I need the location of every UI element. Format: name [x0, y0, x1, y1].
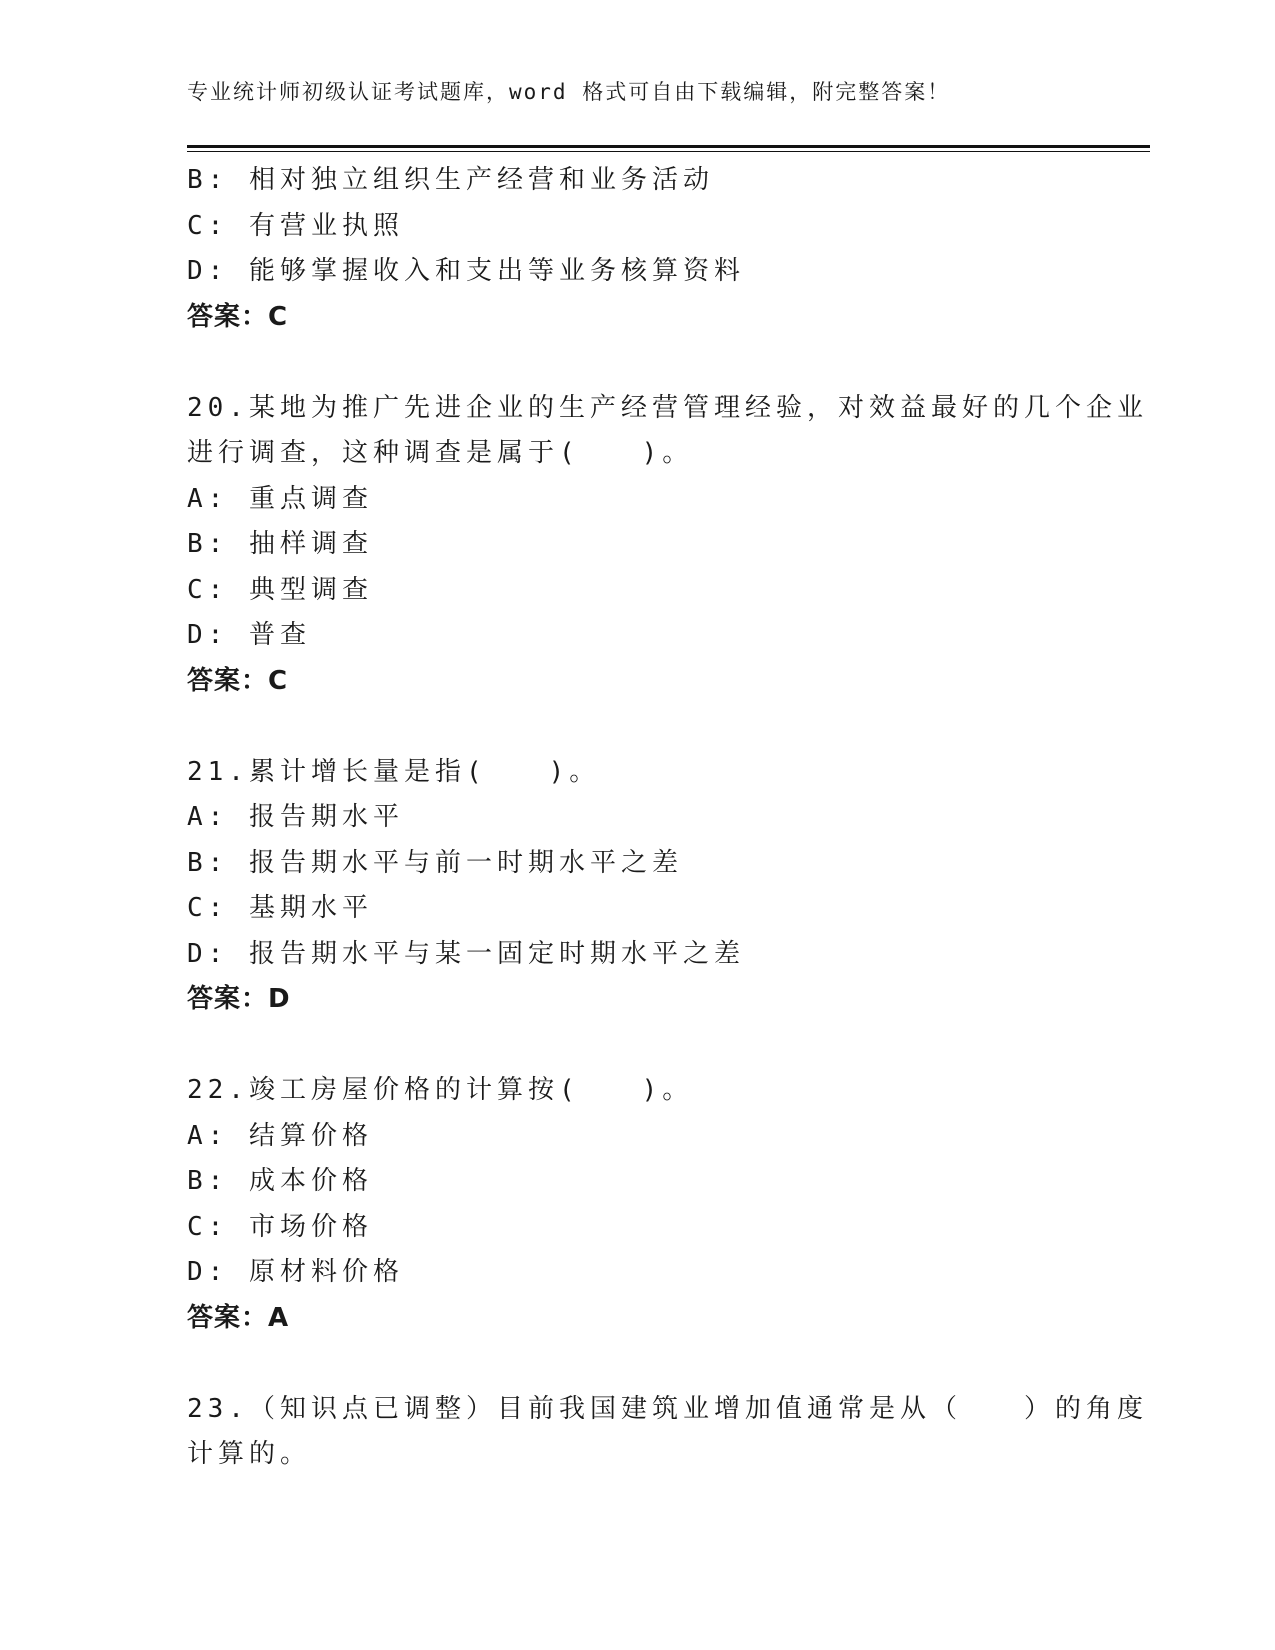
- option-d: D: 普查: [187, 620, 311, 650]
- question-21: [187, 750, 1087, 1023]
- option-b: B: 报告期水平与前一时期水平之差: [187, 847, 683, 878]
- answer-value: D: [268, 984, 290, 1014]
- spacer: [187, 1341, 1087, 1387]
- spacer: [187, 1023, 1087, 1069]
- answer-line: [187, 977, 1087, 1023]
- question-stem: 22.竣工房屋价格的计算按( )。: [187, 1075, 694, 1105]
- question-23: [187, 1387, 1148, 1478]
- answer-label: 答案：: [187, 665, 269, 696]
- option-c: C: 有营业执照: [187, 210, 404, 241]
- header-rule-thin: [187, 151, 1150, 152]
- option-c: C: 市场价格: [187, 1211, 373, 1242]
- option-d: D: 报告期水平与某一固定时期水平之差: [187, 938, 745, 969]
- question-stem: 计算的。: [187, 1439, 312, 1469]
- option-d: D: 原材料价格: [187, 1257, 404, 1287]
- question-stem: 进行调查，这种调查是属于( )。: [187, 438, 694, 468]
- option-b: B: 抽样调查: [187, 529, 373, 559]
- option-a: A: 重点调查: [187, 483, 373, 514]
- answer-value: A: [268, 1302, 289, 1333]
- option-a: A: 结算价格: [187, 1120, 373, 1151]
- option-b: B: 成本价格: [187, 1166, 373, 1196]
- option-c: C: 典型调查: [187, 574, 373, 605]
- answer-value: C: [268, 665, 288, 696]
- answer-label: 答案：: [187, 984, 269, 1014]
- question-stem: 23.（知识点已调整）目前我国建筑业增加值通常是从（ ）的角度: [187, 1393, 1148, 1424]
- answer-line: [187, 1296, 1087, 1342]
- answer-line: [187, 659, 1087, 705]
- question-19: [187, 158, 1087, 340]
- question-stem: 20.某地为推广先进企业的生产经营管理经验，对效益最好的几个企业: [187, 392, 1148, 423]
- answer-label: 答案：: [187, 301, 269, 332]
- page-header: 专业统计师初级认证考试题库，word 格式可自由下载编辑，附完整答案！: [187, 80, 951, 104]
- header-rule-thick: [187, 145, 1150, 148]
- question-22: [187, 1068, 1087, 1341]
- option-a: A: 报告期水平: [187, 802, 404, 832]
- spacer: [187, 704, 1087, 750]
- option-b: B: 相对独立组织生产经营和业务活动: [187, 165, 714, 195]
- question-stem: 21.累计增长量是指( )。: [187, 756, 601, 787]
- option-c: C: 基期水平: [187, 893, 373, 923]
- answer-label: 答案：: [187, 1302, 269, 1333]
- question-20: [187, 386, 1148, 705]
- question-list: [187, 158, 1148, 1478]
- spacer: [187, 340, 1087, 386]
- option-d: D: 能够掌握收入和支出等业务核算资料: [187, 256, 745, 286]
- answer-line: [187, 295, 1087, 341]
- answer-value: C: [268, 301, 288, 332]
